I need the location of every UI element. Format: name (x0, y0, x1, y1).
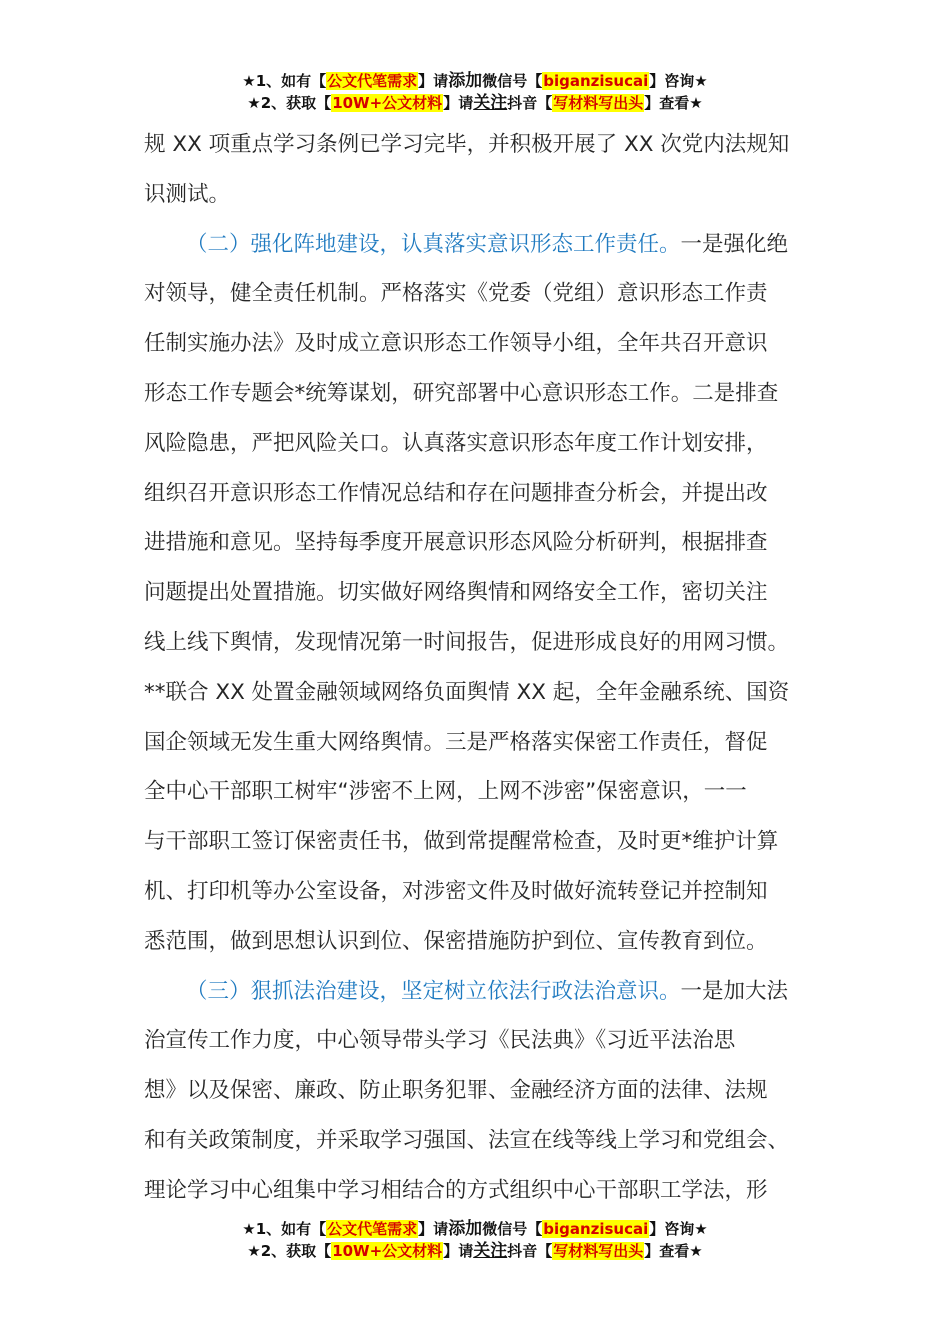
highlight-tag: 写材料写出头 (553, 94, 644, 112)
text-line (144, 917, 824, 967)
text-line (144, 618, 824, 668)
text-line (144, 269, 824, 319)
banner-emphasis: 添加 (448, 1219, 483, 1239)
line-text: 理论学习中心组集中学习相结合的方式组织中心干部职工学法，形 (144, 1177, 768, 1203)
highlight-tag: biganzisucai (543, 1220, 649, 1238)
text-line (144, 518, 824, 568)
text-line (144, 369, 824, 419)
line-text: 识测试。 (144, 181, 231, 207)
banner-line-1 (0, 1218, 950, 1240)
text-line (144, 1166, 824, 1216)
banner-text: ★2、获取【 (247, 1242, 332, 1260)
banner-text: 抖音【 (507, 1242, 553, 1260)
text-line (144, 767, 824, 817)
highlight-tag: 公文代笔需求 (327, 72, 418, 90)
text-line (144, 1016, 824, 1066)
line-text: 机、打印机等办公室设备，对涉密文件及时做好流转登记并控制知 (144, 878, 768, 904)
text-line (144, 319, 824, 369)
banner-text: 】请 (443, 94, 474, 112)
text-line (144, 469, 824, 519)
banner-text: 微信号【 (482, 72, 543, 90)
banner-text: 抖音【 (507, 94, 553, 112)
text-line (144, 568, 824, 618)
banner-text: 】请 (418, 1220, 449, 1238)
line-text: 任制实施办法》及时成立意识形态工作领导小组，全年共召开意识 (144, 331, 768, 357)
section-heading-line (144, 220, 824, 270)
highlight-tag: biganzisucai (543, 72, 649, 90)
banner-text: 】请 (443, 1242, 474, 1260)
banner-text: ★1、如有【 (242, 72, 327, 90)
text-line (144, 817, 824, 867)
highlight-tag: 10W+公文材料 (332, 94, 443, 112)
line-text: 国企领域无发生重大网络舆情。三是严格落实保密工作责任，督促 (144, 729, 768, 755)
banner-text: 】请 (418, 72, 449, 90)
line-text: 问题提出处置措施。切实做好网络舆情和网络安全工作，密切关注 (144, 580, 768, 606)
line-text: 线上线下舆情，发现情况第一时间报告，促进形成良好的用网习惯。 (144, 629, 790, 655)
line-text: 对领导，健全责任机制。严格落实《党委（党组）意识形态工作责 (144, 281, 768, 307)
banner-text: ★2、获取【 (247, 94, 332, 112)
line-text: 想》以及保密、廉政、防止职务犯罪、金融经济方面的法律、法规 (144, 1078, 768, 1104)
text-line (144, 867, 824, 917)
banner-line-2 (0, 92, 950, 114)
banner-text: 】查看★ (644, 1242, 703, 1260)
section-heading: （二）强化阵地建设，认真落实意识形态工作责任。 (186, 231, 681, 257)
line-text: 与干部职工签订保密责任书，做到常提醒常检查，及时更*维护计算 (144, 829, 779, 855)
section-heading-line (144, 967, 824, 1017)
highlight-tag: 公文代笔需求 (327, 1220, 418, 1238)
line-text: 一是加大法 (680, 978, 789, 1004)
section-heading: （三）狠抓法治建设，坚定树立依法行政法治意识。 (186, 978, 681, 1004)
banner-emphasis: 添加 (448, 71, 483, 91)
highlight-tag: 10W+公文材料 (332, 1242, 443, 1260)
text-line (144, 120, 824, 170)
line-text: 悉范围，做到思想认识到位、保密措施防护到位、宣传教育到位。 (144, 928, 768, 954)
banner-emphasis: 关注 (473, 93, 508, 113)
text-line (144, 1066, 824, 1116)
text-line (144, 419, 824, 469)
line-text: 一是强化绝 (680, 231, 789, 257)
text-line (144, 170, 824, 220)
banner-line-1 (0, 70, 950, 92)
line-text: 治宣传工作力度，中心领导带头学习《民法典》《习近平法治思 (144, 1028, 736, 1054)
line-text: 和有关政策制度，并采取学习强国、法宣在线等线上学习和党组会、 (144, 1127, 790, 1153)
banner-text: 】咨询★ (649, 72, 708, 90)
line-text: 规 XX 项重点学习条例已学习完毕，并积极开展了 XX 次党内法规知 (144, 132, 790, 157)
footer-banner (0, 1218, 950, 1262)
text-line (144, 668, 824, 718)
banner-line-2 (0, 1240, 950, 1262)
banner-text: 微信号【 (482, 1220, 543, 1238)
line-text: **联合 XX 处置金融领域网络负面舆情 XX 起，全年金融系统、国资 (144, 679, 790, 705)
header-banner (0, 70, 950, 114)
banner-emphasis: 关注 (473, 1241, 508, 1261)
line-text: 风险隐患，严把风险关口。认真落实意识形态年度工作计划安排， (144, 430, 768, 456)
banner-text: ★1、如有【 (242, 1220, 327, 1238)
banner-text: 】查看★ (644, 94, 703, 112)
highlight-tag: 写材料写出头 (553, 1242, 644, 1260)
text-line (144, 1116, 824, 1166)
banner-text: 】咨询★ (649, 1220, 708, 1238)
text-line (144, 718, 824, 768)
line-text: 组织召开意识形态工作情况总结和存在问题排查分析会，并提出改 (144, 480, 768, 506)
line-text: 形态工作专题会*统筹谋划，研究部署中心意识形态工作。二是排查 (144, 380, 779, 406)
line-text: 进措施和意见。坚持每季度开展意识形态风险分析研判，根据排查 (144, 530, 768, 556)
line-text: 全中心干部职工树牢“涉密不上网，上网不涉密”保密意识，一一 (144, 779, 747, 805)
document-body (144, 120, 824, 1216)
